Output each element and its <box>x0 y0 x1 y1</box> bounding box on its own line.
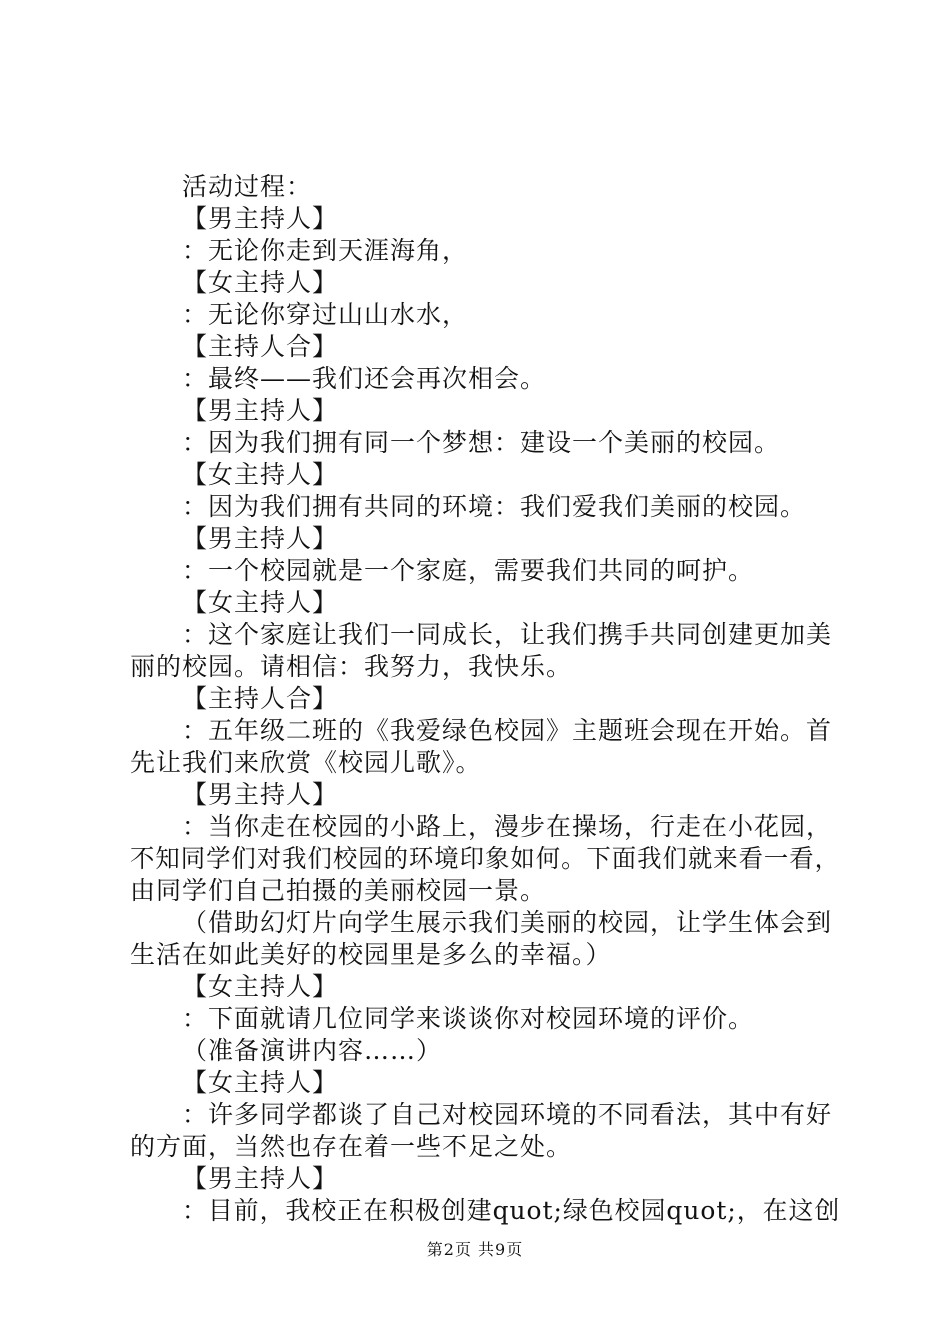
text-line: 【主持人合】 <box>182 332 339 361</box>
text-line: 【女主持人】 <box>182 460 339 489</box>
text-line: ：目前，我校正在积极创建quot;绿色校园quot;，在这创 <box>182 1196 841 1225</box>
text-line: ：最终——我们还会再次相会。 <box>182 364 547 393</box>
text-line: ：下面就请几位同学来谈谈你对校园环境的评价。 <box>182 1004 755 1033</box>
text-line: ：许多同学都谈了自己对校园环境的不同看法，其中有好 <box>182 1100 833 1129</box>
text-line: 【男主持人】 <box>182 524 339 553</box>
text-line: ：一个校园就是一个家庭，需要我们共同的呵护。 <box>182 556 755 585</box>
text-line: 由同学们自己拍摄的美丽校园一景。 <box>130 876 547 905</box>
text-line: ：因为我们拥有共同的环境：我们爱我们美丽的校园。 <box>182 492 807 521</box>
text-line: 【女主持人】 <box>182 268 339 297</box>
text-line: ：无论你走到天涯海角， <box>182 236 469 265</box>
text-line: 的方面，当然也存在着一些不足之处。 <box>130 1132 573 1161</box>
text-line: ：当你走在校园的小路上，漫步在操场，行走在小花园， <box>182 812 833 841</box>
text-line: 【女主持人】 <box>182 1068 339 1097</box>
text-line: 不知同学们对我们校园的环境印象如何。下面我们就来看一看， <box>130 844 841 873</box>
text-line: 丽的校园。请相信：我努力，我快乐。 <box>130 652 573 681</box>
text-line: ：因为我们拥有同一个梦想：建设一个美丽的校园。 <box>182 428 781 457</box>
text-line: ：这个家庭让我们一同成长，让我们携手共同创建更加美 <box>182 620 833 649</box>
text-line: 【男主持人】 <box>182 396 339 425</box>
text-line: 【女主持人】 <box>182 972 339 1001</box>
text-line: 活动过程： <box>182 172 313 201</box>
text-line: 【男主持人】 <box>182 1164 339 1193</box>
text-line: ：五年级二班的《我爱绿色校园》主题班会现在开始。首 <box>182 716 833 745</box>
text-line: 【女主持人】 <box>182 588 339 617</box>
text-line: 【男主持人】 <box>182 780 339 809</box>
text-line: 生活在如此美好的校园里是多么的幸福。） <box>130 940 612 969</box>
text-line: 【主持人合】 <box>182 684 339 713</box>
text-line: ：无论你穿过山山水水， <box>182 300 469 329</box>
text-line: （借助幻灯片向学生展示我们美丽的校园，让学生体会到 <box>182 908 833 937</box>
text-line: （准备演讲内容……） <box>182 1036 443 1065</box>
text-line: 【男主持人】 <box>182 204 339 233</box>
text-line: 先让我们来欣赏《校园儿歌》。 <box>130 748 482 777</box>
page-footer: 第2页 共9页 <box>426 1240 524 1259</box>
